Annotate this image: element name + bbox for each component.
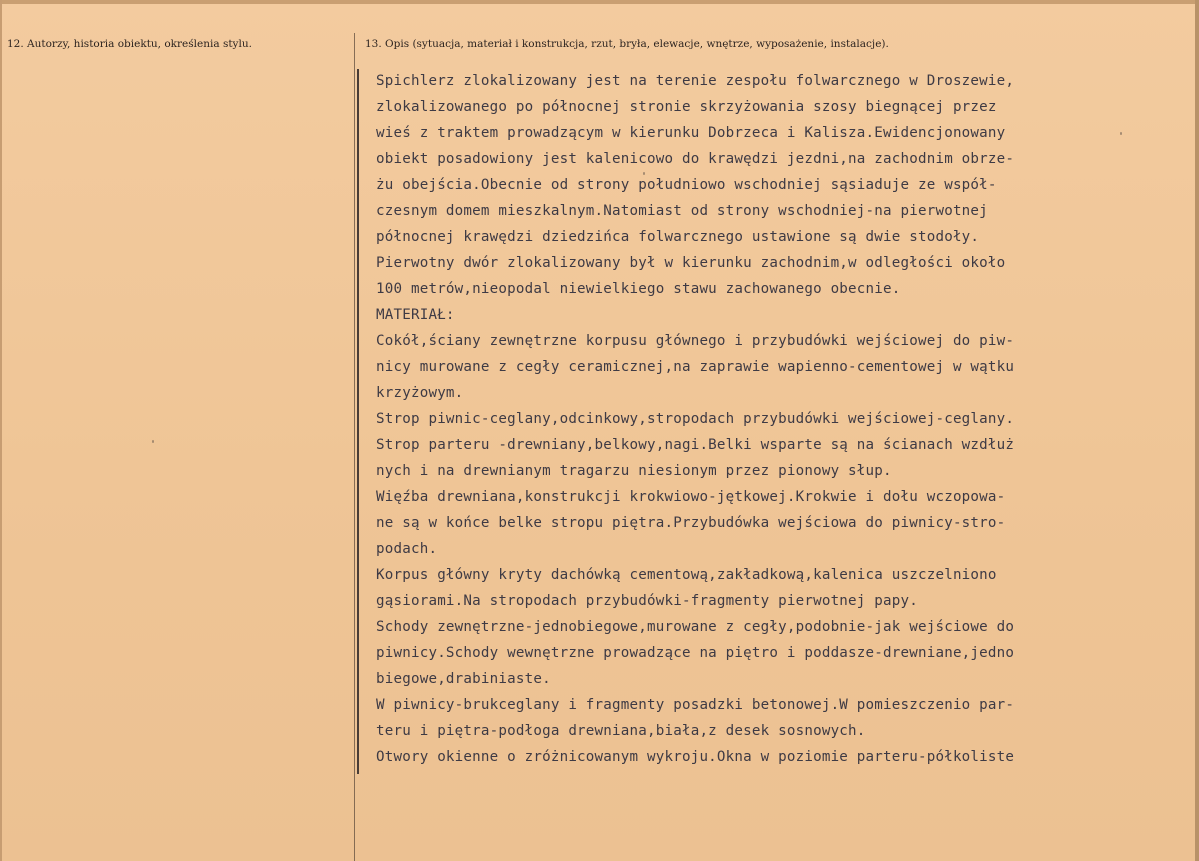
- page-top-edge: [0, 0, 1199, 4]
- description-line: nicy murowane z cegły ceramicznej,na zaprawie wapienno-cementowej w wątku: [376, 359, 1015, 375]
- description-line: Korpus główny kryty dachówką cementową,zakładkową,kalenica uszczelniono: [376, 567, 997, 583]
- description-line: Pierwotny dwór zlokalizowany był w kierunku zachodnim,w odległości około: [376, 255, 1006, 271]
- description-line: zlokalizowanego po północnej stronie skrzyżowania szosy biegnącej przez: [376, 99, 997, 115]
- description-line: Otwory okienne o zróżnicowanym wykroju.Okna w poziomie parteru-półkoliste: [376, 749, 1015, 765]
- description-line: piwnicy.Schody wewnętrzne prowadzące na piętro i poddasze-drewniane,jedno: [376, 645, 1015, 661]
- description-line: nych i na drewnianym tragarzu niesionym przez pionowy słup.: [376, 463, 892, 479]
- description-line: podach.: [376, 541, 438, 557]
- description-line: Strop parteru -drewniany,belkowy,nagi.Belki wsparte są na ścianach wzdłuż: [376, 437, 1015, 453]
- description-line: krzyżowym.: [376, 385, 464, 401]
- description-line: obiekt posadowiony jest kalenicowo do krawędzi jezdni,na zachodnim obrze-: [376, 151, 1015, 167]
- description-line: północnej krawędzi dziedzińca folwarcznego ustawione są dwie stodoły.: [376, 229, 980, 245]
- description-line: żu obejścia.Obecnie od strony południowo wschodniej sąsiaduje ze współ-: [376, 177, 997, 193]
- typed-margin-rule: [357, 69, 359, 774]
- paper-speck: [152, 440, 154, 443]
- description-line: teru i piętra-podłoga drewniana,biała,z desek sosnowych.: [376, 723, 866, 739]
- description-line: W piwnicy-brukceglany i fragmenty posadzki betonowej.W pomieszczenio par-: [376, 697, 1015, 713]
- description-line: 100 metrów,nieopodal niewielkiego stawu zachowanego obecnie.: [376, 281, 901, 297]
- description-line: Cokół,ściany zewnętrzne korpusu głównego i przybudówki wejściowej do piw-: [376, 333, 1015, 349]
- description-line: Schody zewnętrzne-jednobiegowe,murowane z cegły,podobnie-jak wejściowe do: [376, 619, 1015, 635]
- description-line: czesnym domem mieszkalnym.Natomiast od strony wschodniej-na pierwotnej: [376, 203, 988, 219]
- page-left-edge: [0, 0, 2, 861]
- section-13-heading: 13. Opis (sytuacja, materiał i konstrukcja, rzut, bryła, elewacje, wnętrze, wyposażenie, instalacje).: [365, 38, 889, 50]
- description-line: Spichlerz zlokalizowany jest na terenie zespołu folwarcznego w Droszewie,: [376, 73, 1015, 89]
- paper-speck: [1120, 132, 1122, 135]
- paper-speck: [643, 172, 645, 175]
- description-line: ne są w końce belke stropu piętra.Przybudówka wejściowa do piwnicy-stro-: [376, 515, 1006, 531]
- material-heading: MATERIAŁ:: [376, 307, 455, 323]
- section-12-heading: 12. Autorzy, historia obiektu, określenia stylu.: [7, 38, 252, 50]
- page-right-edge: [1195, 0, 1199, 861]
- description-text: [376, 68, 1144, 770]
- description-line: biegowe,drabiniaste.: [376, 671, 551, 687]
- description-line: gąsiorami.Na stropodach przybudówki-fragmenty pierwotnej papy.: [376, 593, 918, 609]
- description-line: wieś z traktem prowadzącym w kierunku Dobrzeca i Kalisza.Ewidencjonowany: [376, 125, 1006, 141]
- description-line: Strop piwnic-ceglany,odcinkowy,stropodach przybudówki wejściowej-ceglany.: [376, 411, 1015, 427]
- column-divider: [354, 33, 355, 861]
- description-line: Więźba drewniana,konstrukcji krokwiowo-jętkowej.Krokwie i dołu wczopowa-: [376, 489, 1006, 505]
